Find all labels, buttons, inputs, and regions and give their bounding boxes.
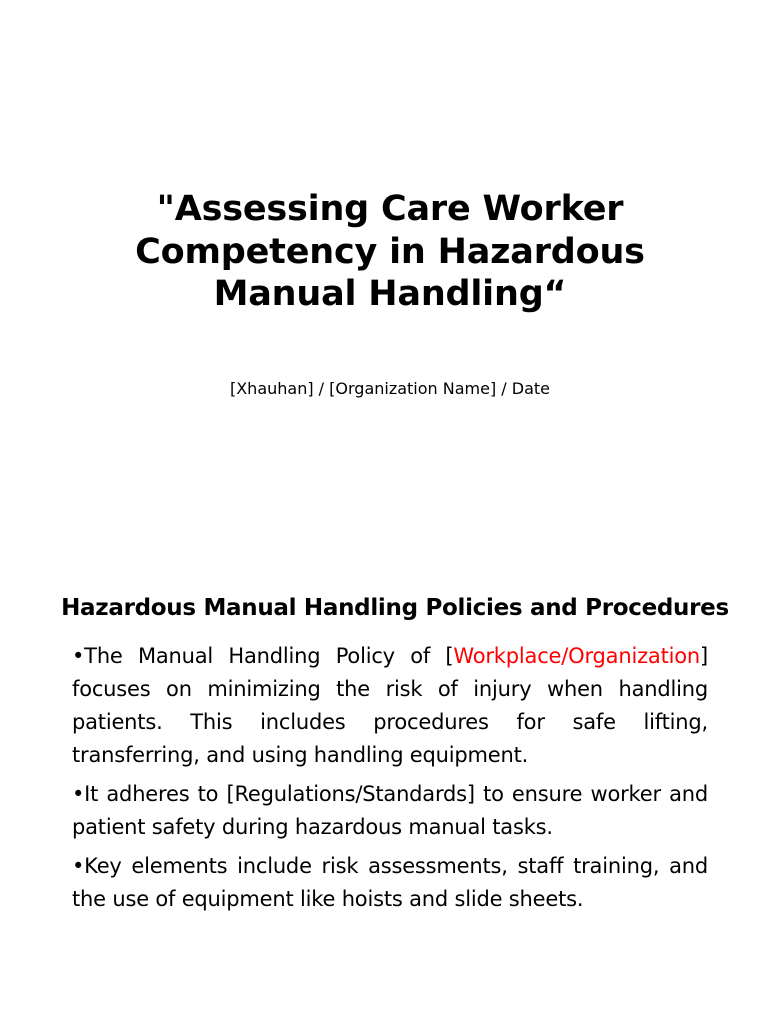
subtitle-byline: [Xhauhan] / [Organization Name] / Date [229,379,551,398]
bullet-item-regulations: •It adheres to [Regulations/Standards] to ensure worker and patient safety during hazardous manual tasks. [72,782,708,839]
section-heading: Hazardous Manual Handling Policies and Procedures [61,595,729,621]
bullet-item-key-elements: •Key elements include risk assessments, staff training, and the use of equipment like hoists and slide sheets. [72,854,708,911]
main-title [60,188,720,316]
title-line-1: "Assessing Care Worker [156,189,624,229]
bullet-1-suffix: ] focuses on minimizing the risk of injury when handling patients. This includes procedures for safe lifting, transferring, and using handling equipment. [72,644,708,767]
bullet-list [72,640,708,922]
bullet-1-highlight: Workplace/Organization [453,644,700,668]
bullet-item-policy [72,640,708,772]
title-block [60,188,720,316]
bullet-1-prefix: •The Manual Handling Policy of [ [72,644,454,668]
title-line-3: Manual Handling“ [213,274,567,315]
title-line-2: Competency in Hazardous [135,231,645,272]
